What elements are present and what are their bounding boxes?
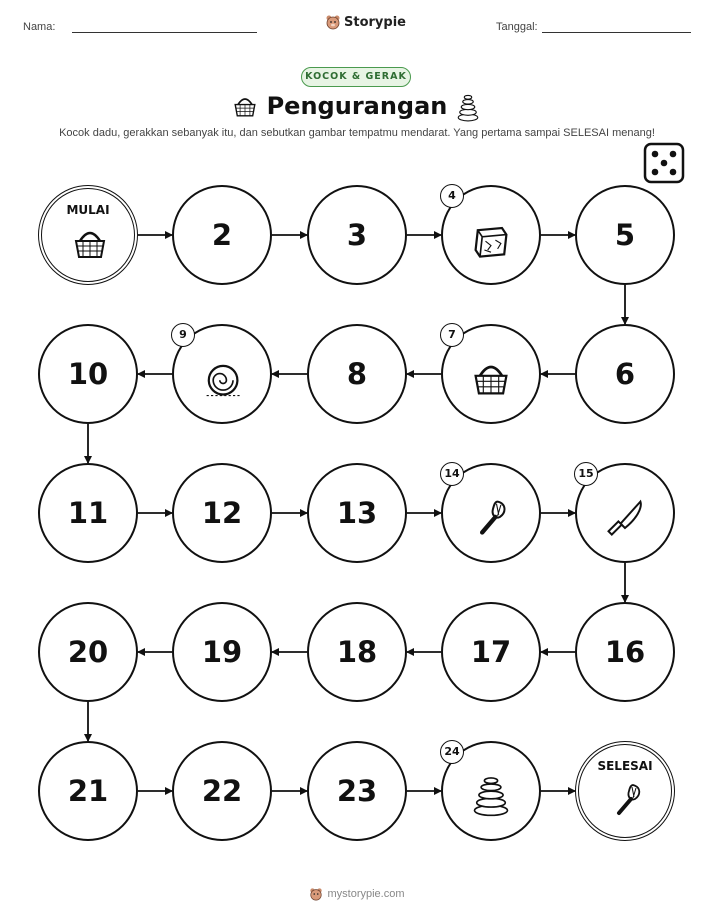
stone-block-icon [469,217,513,261]
board-cell-9 [172,324,272,424]
cell-number: 19 [201,635,243,669]
cell-number: 20 [67,635,109,669]
brand-name: Storypie [344,14,406,30]
instructions-text: Kocok dadu, gerakkan sebanyak itu, dan sebutkan gambar tempatmu mendarat. Yang pertama sampai SELESAI menang! [59,127,655,139]
cell-number: 18 [336,635,378,669]
footer [0,887,714,901]
board-cell-6 [575,324,675,424]
cell-number: 12 [201,496,243,530]
board-cell-14 [441,463,541,563]
name-label: Nama: [23,21,56,33]
cell-number: 6 [614,357,636,391]
cell-number: 16 [604,635,646,669]
cell-number: 3 [346,218,368,252]
storypie-mascot-icon [309,887,323,901]
basket-icon [469,356,513,400]
board-cell-5 [575,185,675,285]
whisk-icon [607,779,647,819]
cell-number: 23 [336,774,378,808]
board-cell-2 [172,185,272,285]
board-cell-13 [307,463,407,563]
cell-number-badge: 14 [440,462,464,486]
cell-number: 2 [211,218,233,252]
cell-number: 5 [614,218,636,252]
board-cell-21 [38,741,138,841]
cell-number: 10 [67,357,109,391]
stacked-stones-icon [469,773,513,817]
board-cell-4 [441,185,541,285]
board-cell-24 [441,741,541,841]
cell-number: 17 [470,635,512,669]
board-cell-25 [575,741,675,841]
board-cell-12 [172,463,272,563]
board-cell-11 [38,463,138,563]
cell-number: 11 [67,496,109,530]
board-cell-16 [575,602,675,702]
board-cell-22 [172,741,272,841]
cell-number-badge: 24 [440,740,464,764]
footer-url[interactable]: mystorypie.com [327,888,405,900]
board-cell-23 [307,741,407,841]
cell-number: 21 [67,774,109,808]
board-cell-8 [307,324,407,424]
board-cell-20 [38,602,138,702]
cell-number-badge: 7 [440,323,464,347]
board-cell-1 [38,185,138,285]
activity-badge: KOCOK & GERAK [301,67,411,87]
cell-number: 13 [336,496,378,530]
whisk-icon [469,495,513,539]
board-cell-19 [172,602,272,702]
cell-number: 8 [346,357,368,391]
finish-label: SELESAI [597,759,653,773]
board-cell-15 [575,463,675,563]
cell-number-badge: 9 [171,323,195,347]
knife-icon [603,495,647,539]
basket-icon [70,223,110,263]
board-cell-3 [307,185,407,285]
start-label: MULAI [66,203,110,217]
date-label: Tanggal: [496,21,538,33]
board-cell-18 [307,602,407,702]
cell-number-badge: 4 [440,184,464,208]
board-cell-17 [441,602,541,702]
board-cell-10 [38,324,138,424]
snail-shell-icon [200,356,244,400]
cell-number-badge: 15 [574,462,598,486]
page-title: Pengurangan [266,92,448,120]
cell-number: 22 [201,774,243,808]
board-cell-7 [441,324,541,424]
